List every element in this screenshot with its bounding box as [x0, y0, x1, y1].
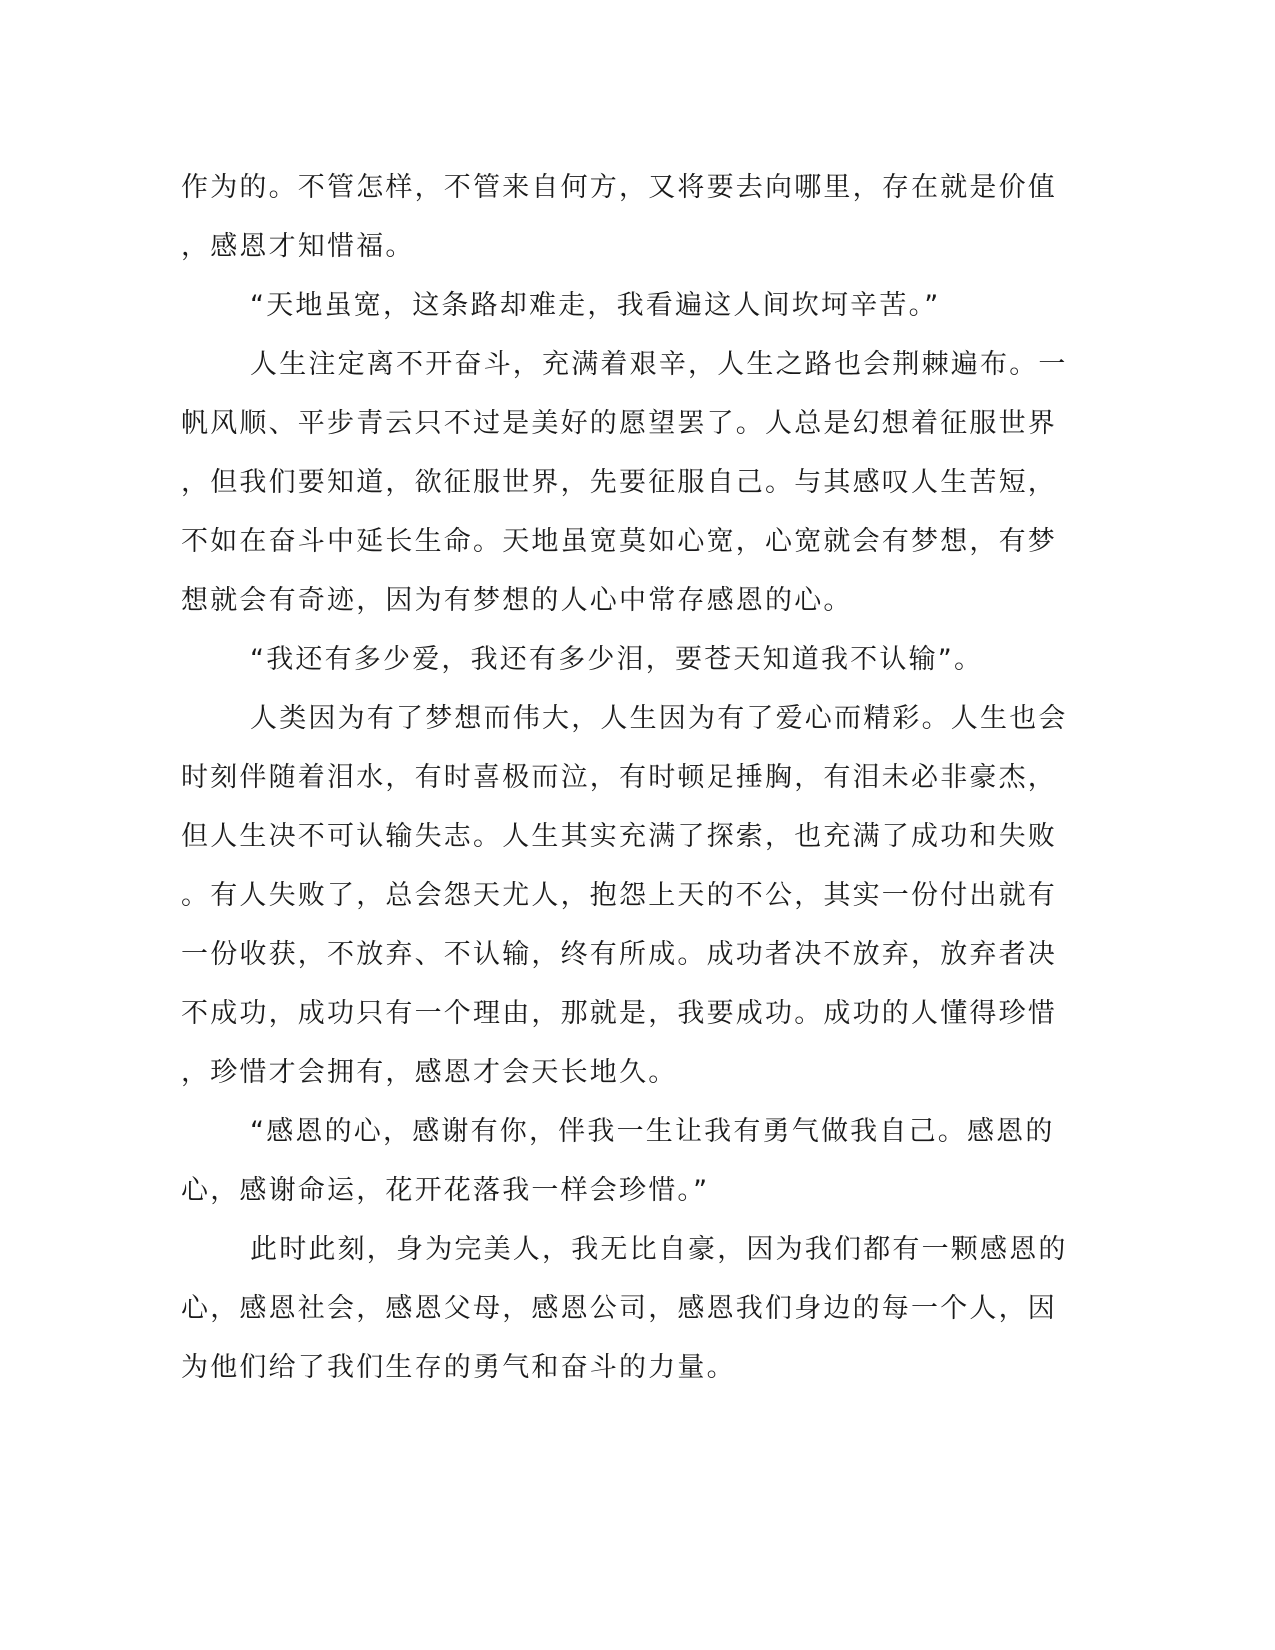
text-line: 一份收获，不放弃、不认输，终有所成。成功者决不放弃，放弃者决	[181, 939, 1057, 970]
body-text	[181, 158, 1068, 1397]
paragraph-start-line: 此时此刻，身为完美人，我无比自豪，因为我们都有一颗感恩的	[250, 1234, 1068, 1265]
text-line: 不成功，成功只有一个理由，那就是，我要成功。成功的人懂得珍惜	[181, 998, 1057, 1029]
text-line: 作为的。不管怎样，不管来自何方，又将要去向哪里，存在就是价值	[181, 172, 1057, 203]
text-line: ，但我们要知道，欲征服世界，先要征服自己。与其感叹人生苦短，	[181, 467, 1057, 498]
text-line: 帆风顺、平步青云只不过是美好的愿望罢了。人总是幻想着征服世界	[181, 408, 1057, 439]
text-line: 但人生决不可认输失志。人生其实充满了探索，也充满了成功和失败	[181, 821, 1057, 852]
text-line: ，感恩才知惜福。	[181, 231, 415, 262]
text-line: 心，感恩社会，感恩父母，感恩公司，感恩我们身边的每一个人，因	[181, 1293, 1057, 1324]
text-line: 时刻伴随着泪水，有时喜极而泣，有时顿足捶胸，有泪未必非豪杰，	[181, 762, 1057, 793]
quote-line: “天地虽宽，这条路却难走，我看遍这人间坎坷辛苦。”	[250, 290, 941, 321]
paragraph-start-line: 人类因为有了梦想而伟大，人生因为有了爱心而精彩。人生也会	[250, 703, 1068, 734]
text-line: 。有人失败了，总会怨天尤人，抱怨上天的不公，其实一份付出就有	[181, 880, 1057, 911]
text-line: 不如在奋斗中延长生命。天地虽宽莫如心宽，心宽就会有梦想，有梦	[181, 526, 1057, 557]
paragraph-start-line: 人生注定离不开奋斗，充满着艰辛，人生之路也会荆棘遍布。一	[250, 349, 1068, 380]
text-line: 为他们给了我们生存的勇气和奋斗的力量。	[181, 1352, 736, 1383]
text-line: ，珍惜才会拥有，感恩才会天长地久。	[181, 1057, 678, 1088]
quote-line: “我还有多少爱，我还有多少泪，要苍天知道我不认输”。	[250, 644, 984, 675]
text-line: 心，感谢命运，花开花落我一样会珍惜。”	[181, 1175, 710, 1206]
quote-line: “感恩的心，感谢有你，伴我一生让我有勇气做我自己。感恩的	[250, 1116, 1055, 1147]
text-line: 想就会有奇迹，因为有梦想的人心中常存感恩的心。	[181, 585, 853, 616]
